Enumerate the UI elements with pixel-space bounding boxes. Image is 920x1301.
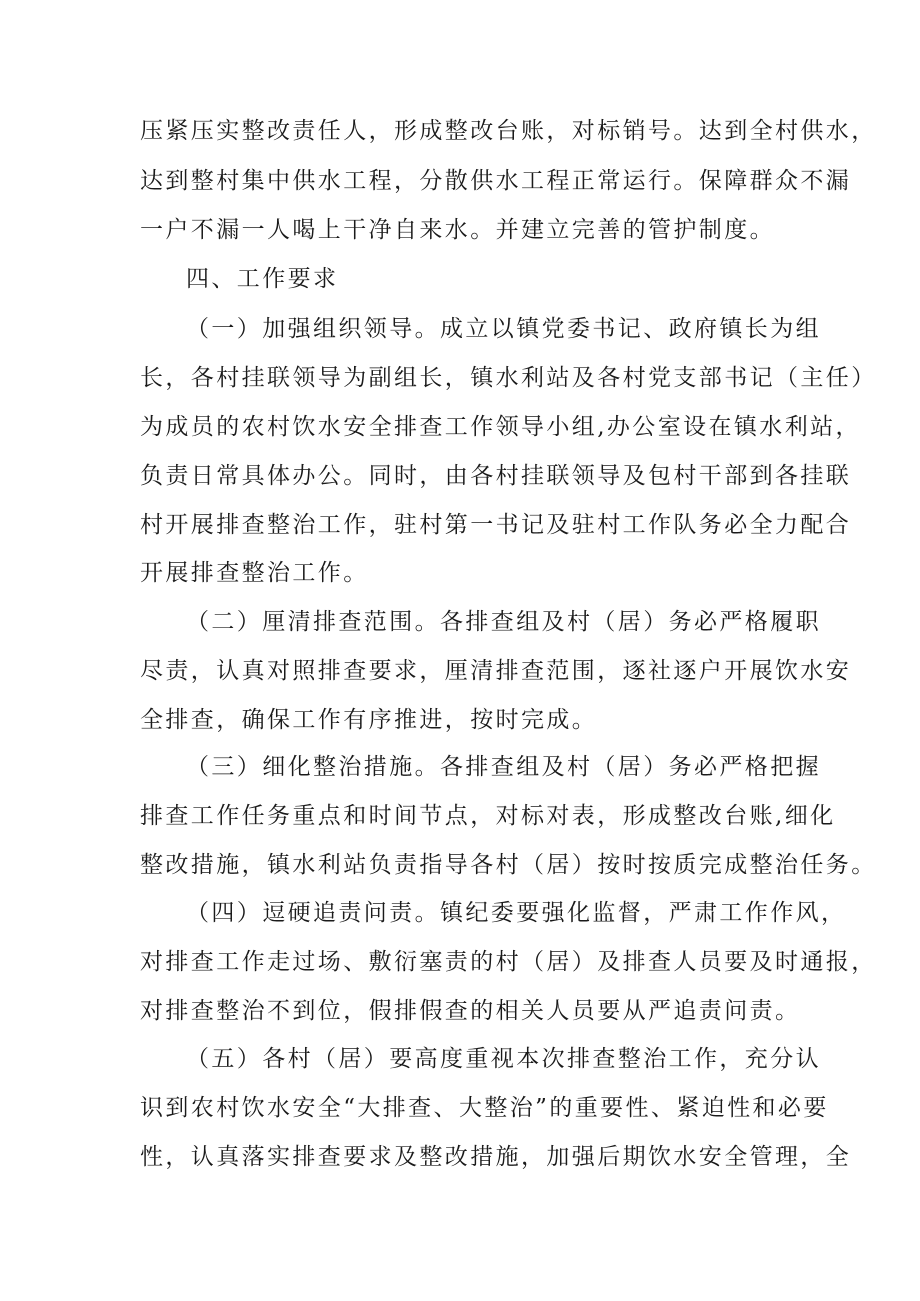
body-text-line: 全排查，确保工作有序推进，按时完成。: [140, 707, 598, 733]
item-2-first-line: （二）厘清排查范围。各排查组及村（居）务必严格履职: [186, 609, 821, 635]
item-3-first-line: （三）细化整治措施。各排查组及村（居）务必严格把握: [186, 754, 821, 780]
body-text-line: 为成员的农村饮水安全排查工作领导小组,办公室设在镇水利站，: [140, 414, 861, 440]
body-text-line: 识到农村饮水安全“大排查、大整治”的重要性、紧迫性和必要: [140, 1095, 829, 1121]
body-text-line: 达到整村集中供水工程，分散供水工程正常运行。保障群众不漏: [140, 168, 852, 194]
body-text-line: 负责日常具体办公。同时，由各村挂联领导及包村干部到各挂联: [140, 463, 852, 489]
body-text-line: 压紧压实整改责任人，形成整改台账，对标销号。达到全村供水，: [140, 118, 877, 144]
body-text-line: 长，各村挂联领导为副组长，镇水利站及各村党支部书记（主任）: [140, 365, 877, 391]
body-text-line: 整改措施，镇水利站负责指导各村（居）按时按质完成整治任务。: [140, 852, 877, 878]
body-text-line: 尽责，认真对照排查要求，厘清排查范围，逐社逐户开展饮水安: [140, 658, 852, 684]
body-text-line: 性，认真落实排查要求及整改措施，加强后期饮水安全管理，全: [140, 1144, 852, 1170]
item-5-first-line: （五）各村（居）要高度重视本次排查整治工作，充分认: [186, 1046, 821, 1072]
body-text-line: 开展排查整治工作。: [140, 560, 369, 586]
body-text-line: 村开展排查整治工作，驻村第一书记及驻村工作队务必全力配合: [140, 512, 852, 538]
body-text-line: 对排查整治不到位，假排假查的相关人员要从严追责问责。: [140, 998, 801, 1024]
item-1-first-line: （一）加强组织领导。成立以镇党委书记、政府镇长为组: [186, 316, 821, 342]
body-text-line: 一户不漏一人喝上干净自来水。并建立完善的管护制度。: [140, 217, 775, 243]
body-text-line: 排查工作任务重点和时间节点，对标对表，形成整改台账,细化: [140, 803, 836, 829]
section-heading: 四、工作要求: [186, 266, 339, 292]
item-4-first-line: （四）逗硬追责问责。镇纪委要强化监督，严肃工作作风，: [186, 900, 847, 926]
body-text-line: 对排查工作走过场、敷衍塞责的村（居）及排查人员要及时通报，: [140, 949, 877, 975]
